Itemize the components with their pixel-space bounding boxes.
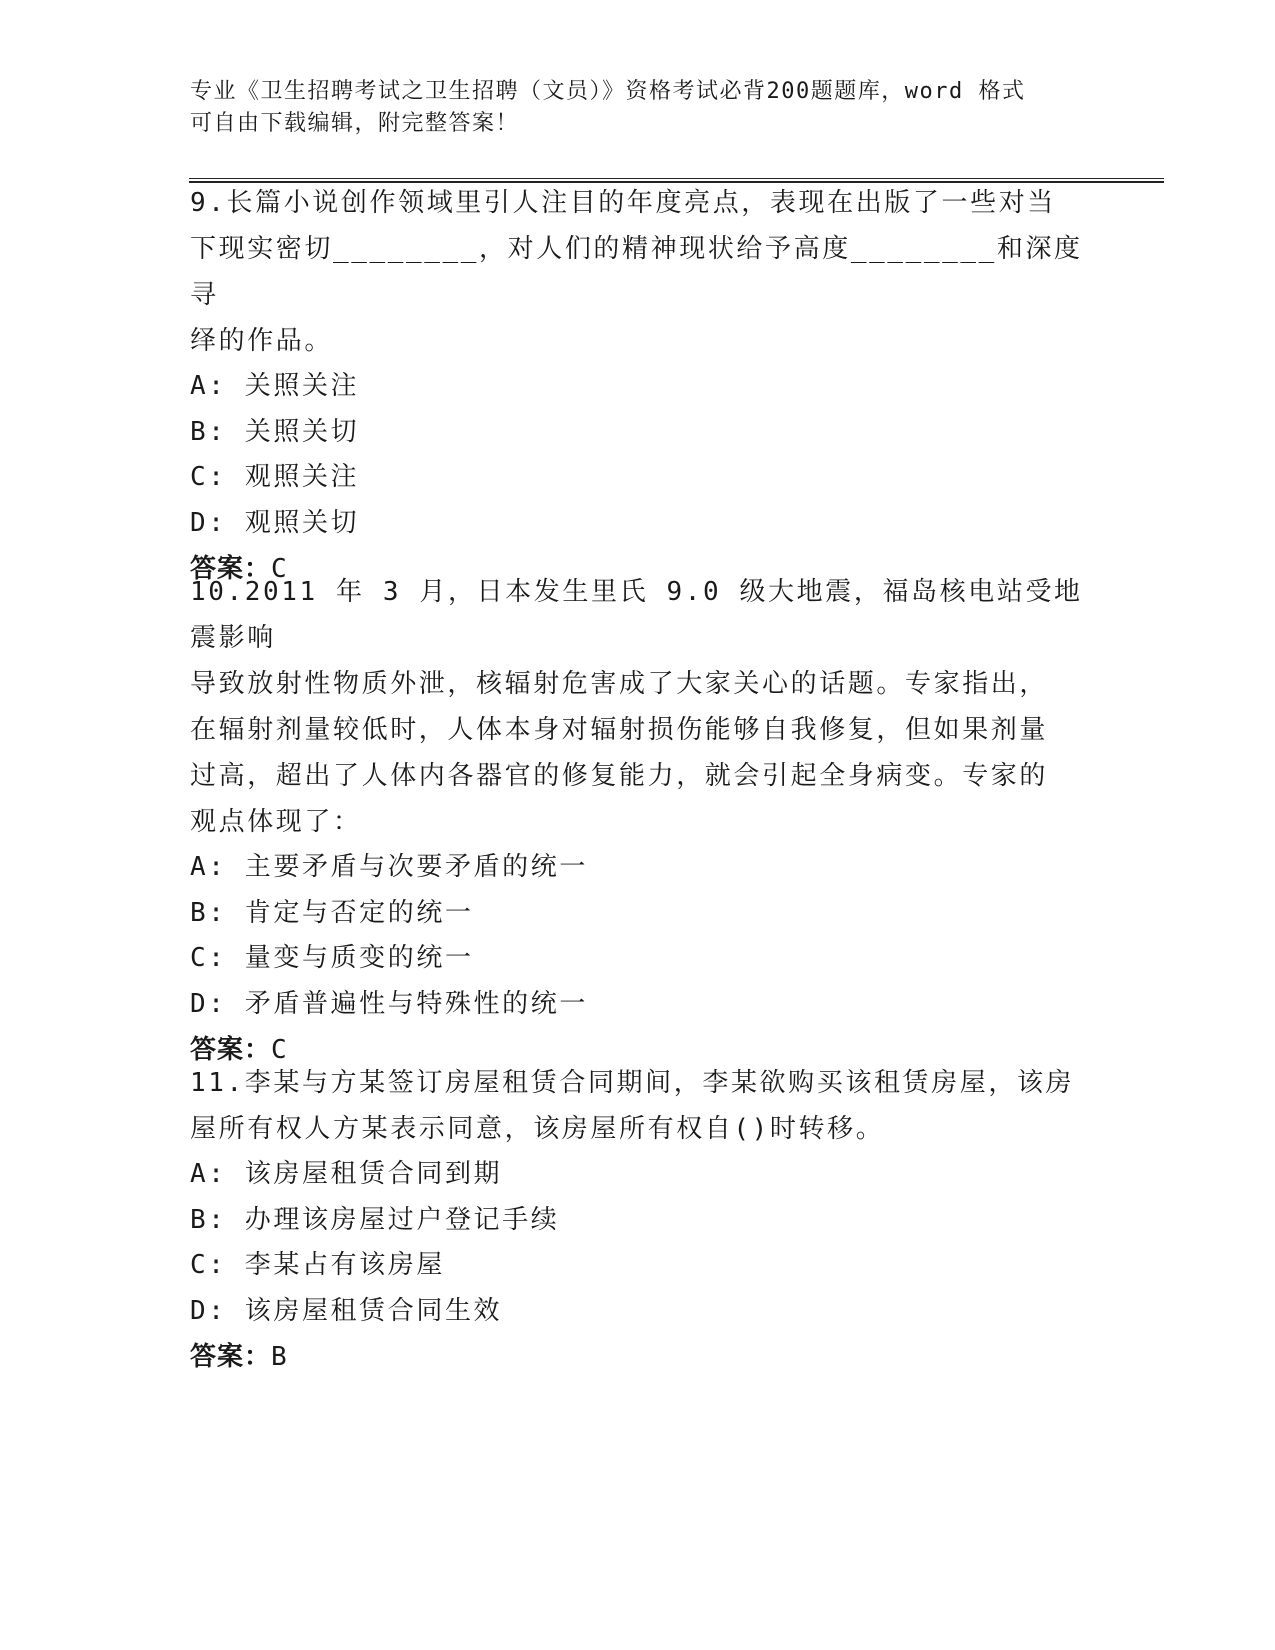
option-b: B: 关照关切	[190, 416, 360, 447]
question-stem-line: 11.李某与方某签订房屋租赁合同期间，李某欲购买该租赁房屋，该房	[190, 1068, 1075, 1098]
question-stem-line: 在辐射剂量较低时，人体本身对辐射损伤能够自我修复，但如果剂量	[190, 715, 1049, 745]
question-11	[190, 1060, 1090, 1380]
option-d: D: 矛盾普遍性与特殊性的统一	[190, 988, 588, 1019]
option-a: A: 关照关注	[190, 371, 360, 401]
question-stem-line: 9.长篇小说创作领域里引人注目的年度亮点，表现在出版了一些对当	[190, 188, 1056, 218]
option-c: C: 李某占有该房屋	[190, 1250, 445, 1280]
question-stem-line: 绎的作品。	[190, 326, 334, 356]
answer-value: B	[271, 1342, 288, 1372]
option-d: D: 该房屋租赁合同生效	[190, 1295, 503, 1326]
answer-value: C	[271, 1035, 288, 1065]
question-stem-line: 10.2011 年 3 月，日本发生里氏 9.0 级大地震，福岛核电站受地震影响	[190, 577, 1083, 653]
document-header	[190, 76, 1090, 140]
question-stem-line: 下现实密切________，对人们的精神现状给予高度________和深度寻	[190, 234, 1083, 310]
option-a: A: 该房屋租赁合同到期	[190, 1159, 503, 1189]
question-stem-line: 观点体现了：	[190, 807, 362, 837]
option-a: A: 主要矛盾与次要矛盾的统一	[190, 852, 588, 882]
option-c: C: 量变与质变的统一	[190, 943, 474, 973]
answer-label: 答案：	[190, 1035, 272, 1065]
question-stem-line: 导致放射性物质外泄，核辐射危害成了大家关心的话题。专家指出，	[190, 669, 1049, 699]
option-b: B: 肯定与否定的统一	[190, 897, 474, 928]
question-stem-line: 过高，超出了人体内各器官的修复能力，就会引起全身病变。专家的	[190, 761, 1049, 791]
header-title-line-2: 可自由下载编辑，附完整答案！	[190, 111, 520, 136]
header-title-line-1: 专业《卫生招聘考试之卫生招聘（文员）》资格考试必背200题题库，word 格式	[190, 79, 1026, 104]
question-9	[190, 180, 1090, 592]
option-c: C: 观照关注	[190, 462, 360, 492]
answer-label: 答案：	[190, 1342, 272, 1372]
question-stem-line: 屋所有权人方某表示同意，该房屋所有权自()时转移。	[190, 1114, 885, 1144]
answer-value: C	[271, 554, 288, 584]
question-10	[190, 569, 1090, 1073]
answer-line	[190, 1334, 1090, 1380]
answer-label: 答案：	[190, 554, 272, 584]
option-d: D: 观照关切	[190, 507, 360, 538]
option-b: B: 办理该房屋过户登记手续	[190, 1204, 560, 1235]
